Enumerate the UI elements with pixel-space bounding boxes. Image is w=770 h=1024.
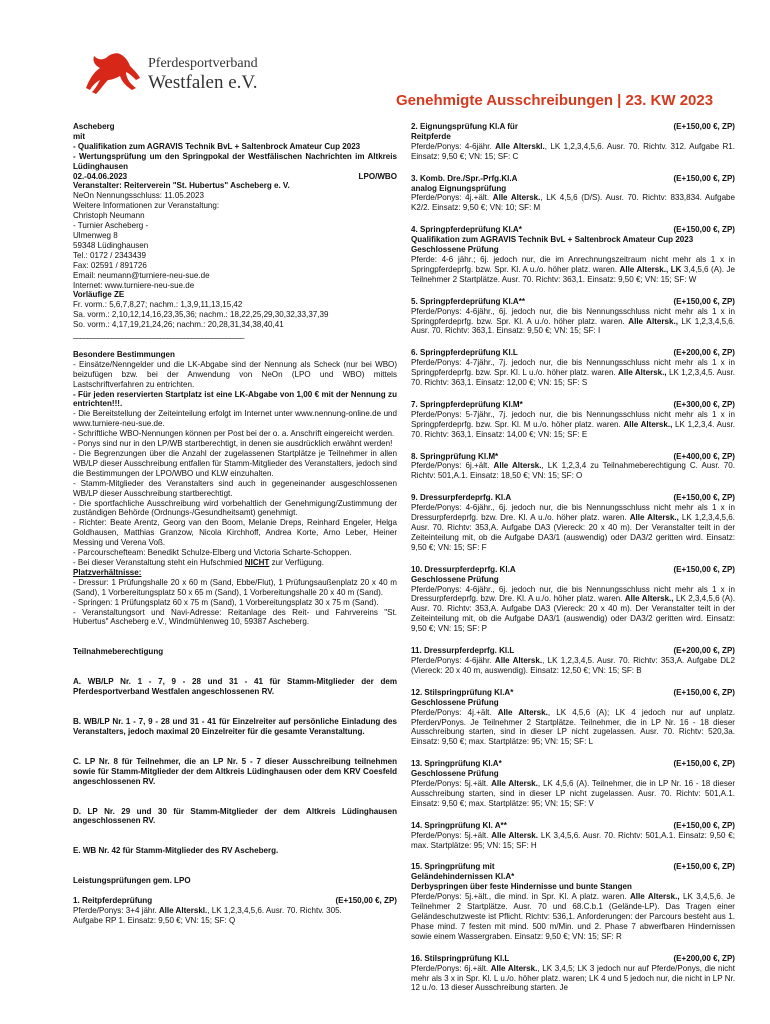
entry-body — [411, 708, 735, 748]
page-title: Genehmigte Ausschreibungen | 23. KW 2023 — [396, 92, 714, 109]
info-line: 59348 Lüdinghausen — [73, 240, 149, 250]
entry-body — [411, 193, 735, 213]
entry-bold: Alle Altersk. — [492, 193, 541, 203]
entry-body — [411, 410, 735, 440]
entry-bold: Alle Altersk. — [497, 707, 548, 717]
entry-text: , LK 1,2,3,4,5,6. Ausr. 70. Richtv. 312. Aufgabe R1. Einsatz: 9,50 €; VN: 15; SF: C — [411, 141, 735, 161]
special-item: - Die Begrenzungen über die Anzahl der zugelassenen Startplätze je Teilnehmer in allen WB/LP dieser Ausschreibung entfallen für Stamm-Mitglieder des Veranstalters, jedoch sind die Bestimmungen der LPO/WBO und KLW einzuhalten. — [73, 449, 397, 478]
entry-bold: Alle Altersk. — [491, 830, 539, 840]
prelim-heading: Vorläufige ZE — [73, 290, 125, 300]
entry-subtitle: Geländehindernissen Kl.A* — [411, 872, 515, 882]
entry-title: 11. Dressurpferdeprfg. Kl.L — [411, 646, 515, 656]
qualification-1: - Qualifikation zum AGRAVIS Technik BvL + Saltenbrock Amateur Cup 2023 — [73, 141, 361, 151]
entry-title: 8. Springprüfung Kl.M* — [411, 451, 499, 461]
entry-text: Pferde/Ponys: 6j.+ält. — [411, 461, 490, 471]
entry-title: 15. Springprüfung mit — [411, 862, 495, 872]
entry-title-row — [411, 759, 735, 769]
entry-text: Pferde/Ponys: 4-6jähr., 6j. jedoch nur, die bis Nennungsschluss nicht mehr als 1 x in Dressurpferdeprfg. bzw. Dre. Kl. A u./o. höher platz. waren. — [411, 584, 735, 604]
special-item-text: zur Verfügung. — [269, 557, 324, 567]
entry-text: LK 3,4,5,6. Je Teilnehmer 2 Startplätze. Ausr. 70 und 68.C.b.1 (Gelände-LP). Das Tragen einer Geländeschutzweste ist Pflicht. Richtv: 536,1. Anforderungen: der Parcours besteht aus 1. Phase mind. 7 festen mit mind. 500 m/Min. und 2. Phase 7 abwerfbaren Hindernissen sowie einem Wassergraben. Einsatz: 9,50 €; VN: 15; SF: R — [411, 892, 735, 941]
entry-body — [411, 656, 735, 676]
entry-body: Aufgabe RP 1. Einsatz: 9,50 €; VN: 15; SF: Q — [73, 916, 236, 925]
entry-text: , LK 1,2,3,4,5,6. Ausr. 70. Richtv. 305. — [207, 906, 342, 916]
entry-text: LK 2,3,4,5,6 (A). Ausr. 70. Richtv: 353,A. Aufgabe DA3 (Viereck: 20 x 40 m). Der Veranstalter teilt in der Zeiteinteilung mit, ob die Aufgabe DA3/1 (auswendig) oder DA3/2 geritten wird. Einsatz: 9,50 €; VN: 15; SF: P — [411, 594, 735, 634]
entry-title-row — [411, 348, 735, 358]
participation-item: D. LP Nr. 29 und 30 für Stamm-Mitglieder der dem Altkreis Lüdinghausen angeschlossenen RV. — [73, 806, 397, 826]
entry-title: 6. Springpferdeprüfung Kl.L — [411, 348, 518, 358]
special-item: - Einsätze/Nenngelder und die LK-Abgabe sind der Nennung als Scheck (nur bei WBO) beizufügen bzw. bei der Anwendung von NeOn (LPO und WBO) mittels Lastschriftverfahren zu entrichten. — [73, 359, 397, 389]
lp-entry — [411, 122, 735, 162]
entry-title-row — [411, 174, 735, 184]
separator-line: _________________________________________________ — [73, 330, 244, 340]
entry-text: , LK 1,2,3,4 zu Teilnahmeberechtigung C. Ausr. 70. Richtv: 501,A.1. Einsatz: 18,50 €; VN: 15; SF: O — [411, 461, 735, 481]
entry-title-row — [411, 225, 735, 235]
entry-subtitle: Reitpferde — [411, 131, 451, 141]
prelim-line: Fr. vorm.: 5,6,7,8,27; nachm.: 1,3,9,11,13,15,42 — [73, 300, 243, 310]
special-item — [73, 558, 397, 568]
special-item: - Für jeden reservierten Startplatz ist eine LK-Abgabe von 1,00 € mit der Nennung zu entrichten!!!. — [73, 389, 397, 409]
entry-title-row — [411, 452, 735, 462]
entry-text: , LK 3,4,5; LK 3 jedoch nur auf Pferde/Ponys, die nicht mehr als 3 x in Spr. Kl. L u./o. höher platz. waren; LK 4 und 5 jedoch nur, die nicht in LP Nr. 12 u./o. 13 dieser Ausschreibung starten. Je — [411, 963, 735, 993]
entry-title: 3. Komb. Dre./Spr.-Prfg.Kl.A — [411, 173, 518, 183]
entry-fee: (E+200,00 €, ZP) — [673, 646, 735, 656]
entry-text: Pferde/Ponys: 5j.+ält. — [411, 830, 489, 840]
entry-title: 2. Eignungsprüfung Kl.A für — [411, 122, 518, 131]
entry-bold: Alle Alterskl. — [156, 906, 208, 916]
entry-fee: (E+150,00 €, ZP) — [673, 493, 735, 503]
entry-fee: (E+150,00 €, ZP) — [335, 896, 397, 906]
entry-subtitle: Geschlossene Prüfung — [411, 245, 499, 255]
special-item: - Parcourschefteam: Benedikt Schulze-Elberg und Victoria Scharte-Schoppen. — [73, 548, 352, 558]
entry-subtitle: analog Eignungsprüfung — [411, 183, 507, 193]
entry-fee: (E+200,00 €, ZP) — [673, 953, 735, 963]
lp-entry — [411, 688, 735, 747]
entry-fee: (E+300,00 €, ZP) — [673, 399, 735, 409]
info-website[interactable]: Internet: www.turniere-neu-sue.de — [73, 280, 195, 290]
qualification-2: - Wertungsprüfung um den Springpokal der Westfälischen Nachrichten im Altkreis Lüdinghausen — [73, 151, 397, 171]
lp-entry — [411, 862, 735, 941]
entry-bold: Alle Altersk. — [494, 655, 543, 665]
venue-item: - Springen: 1 Prüfungsplatz 60 x 75 m (Sand), 1 Vorbereitungsplatz 30 x 75 m (Sand). — [73, 597, 379, 607]
entry-text: Pferde/Ponys: 4-6jähr., 6j. jedoch nur, die bis Nennungsschluss nicht mehr als 1 x in Dressurpferdeprfg. bzw. Dre. Kl. A u./o. höher platz. waren. — [411, 503, 735, 523]
special-item: - Richter: Beate Arentz, Georg van den Boom, Melanie Dreps, Reinhard Engeler, Helga Goldhausen, Matthias Granzow, Nicola Kirchhoff, Andrea Korte, Arno Leber, Heiner Messing und Verena Voß. — [73, 518, 397, 548]
prelim-line: So. vorm.: 4,17,19,21,24,26; nachm.: 20,28,31,34,38,40,41 — [73, 320, 284, 330]
org-name-line1: Pferdesportverband — [148, 56, 258, 71]
entry-bold: Alle Altersk. — [493, 461, 542, 471]
entry-title-row — [411, 565, 735, 575]
info-line: - Turnier Ascheberg - — [73, 221, 149, 231]
entry-text: Pferde/Ponys: 4-6jähr. — [411, 141, 492, 151]
info-line: Weitere Informationen zur Veranstaltung: — [73, 201, 220, 211]
entry-bold: Alle Alterskl. — [495, 141, 545, 151]
entry-title-row — [411, 297, 735, 307]
entry-text: Pferde/Ponys: 5-7jähr., 7j. jedoch nur, die bis Nennungsschluss nicht mehr als 1 x in Springpferdeprfg. bzw. Spr. Kl. M u./o. höher platz. waren. — [411, 409, 735, 429]
entry-text: , LK 4,5,6 (D/S). Ausr. 70. Richtv: 833,834. Aufgabe K2/2. Einsatz: 9,50 €; VN: 10; SF: M — [411, 193, 735, 213]
lp-entry — [411, 174, 735, 214]
entry-text: , LK 1,2,3,4,5. Ausr. 70. Richtv: 353,A. Aufgabe DL2 (Viereck: 20 x 40 m, auswendig). Einsatz: 12,50 €; VN: 15; SF: B — [411, 655, 735, 675]
entry-text: LK 1,2,3,4,5. Ausr. 70. Richtv: 363,1. Einsatz: 12,00 €; VN: 15; SF: S — [411, 368, 735, 388]
lp-entry — [411, 400, 735, 440]
entry-text: Pferde/Ponys: 4j.+ält. — [411, 707, 492, 717]
entry-text: 3,4,5,6 (A). Je Teilnehmer 2 Startplätze. Ausr. 70. Richtv: 363,1. Einsatz: 9,50 €; VN: 15; SF: W — [411, 264, 735, 284]
entry-text: LK 1,2,3,4,5,6. Ausr. 70. Richtv: 353,A. Aufgabe DA3 (Viereck: 20 x 40 m). Der Veranstalter teilt in der Zeiteinteilung mit, ob die Aufgabe DA3/1 (auswendig) oder DA3/2 geritten wird. Einsatz: 9,50 €; VN: 15; SF: F — [411, 513, 735, 552]
entry-title-row — [411, 862, 735, 872]
info-line: Christoph Neumann — [73, 211, 145, 221]
lp-entry — [411, 759, 735, 809]
entry-fee: (E+150,00 €, ZP) — [673, 759, 735, 769]
organizer: Veranstalter: Reiterverein "St. Hubertus" Ascheberg e. V. — [73, 181, 290, 191]
entry-title-row — [73, 896, 397, 906]
info-line: Ulmenweg 8 — [73, 230, 118, 240]
entry-body — [411, 307, 735, 337]
info-line: Tel.: 0172 / 2343439 — [73, 250, 146, 260]
lp-entry — [411, 493, 735, 552]
entry-fee: (E+400,00 €, ZP) — [673, 451, 735, 461]
entry-body — [411, 142, 735, 162]
entry-subtitle: Geschlossene Prüfung — [411, 769, 499, 779]
org-name-line2: Westfalen e.V. — [148, 72, 258, 93]
entry-fee: (E+150,00 €, ZP) — [673, 122, 735, 131]
entry-title: 9. Dressurpferdeprfg. Kl.A — [411, 493, 512, 503]
right-column — [411, 122, 735, 1005]
entry-bold: Alle Altersk. — [490, 963, 538, 973]
entry-text: Pferde/Ponys: 4-6jähr., 6j. jedoch nur, die bis Nennungsschluss nicht mehr als 1 x in Springpferdeprfg. bzw. Spr. Kl. A u./o. höher platz. waren. — [411, 306, 735, 326]
entry-title-row — [411, 122, 735, 132]
entry-text: LK 1,2,3,4. Ausr. 70. Richtv: 363,1. Einsatz: 14,00 €; VN: 15; SF: E — [411, 419, 735, 439]
special-item: - Die Bereitstellung der Zeiteinteilung erfolgt im Internet unter www.nennung-online.de und www.turniere-neu-sue.de. — [73, 409, 397, 429]
lp-entry — [411, 821, 735, 851]
prelim-line: Sa. vorm.: 2,10,12,14,16,23,35,36; nachm.: 18,22,25,29,30,32,33,37,39 — [73, 310, 329, 320]
entry-fee: (E+150,00 €, ZP) — [673, 564, 735, 574]
entry-title-row — [411, 400, 735, 410]
lp-entry — [411, 348, 735, 388]
entry-text: Pferde/Ponys: 4j.+ält. — [411, 193, 490, 203]
entry-subtitle: Geschlossene Prüfung — [411, 574, 499, 584]
entry-text: LK 1,2,3,4,5,6. Ausr. 70. Richtv: 363,1. Einsatz: 9,50 €; VN: 15; SF: I — [411, 316, 735, 336]
entry-title-row — [411, 493, 735, 503]
entry-bold: Alle Altersk., — [629, 892, 680, 902]
entry-title: 4. Springpferdeprüfung Kl.A* — [411, 225, 522, 235]
entry-fee: (E+200,00 €, ZP) — [673, 348, 735, 358]
special-item-emphasis: NICHT — [244, 557, 270, 567]
entry-body — [411, 831, 735, 851]
entry-fee: (E+150,00 €, ZP) — [673, 225, 735, 235]
entry-text: Pferde/Ponys: 3+4 jähr. — [73, 906, 157, 916]
entry-title: 13. Springprüfung Kl.A* — [411, 759, 502, 769]
entry-text: , LK 4,5,6 (A); LK 4 jedoch nur auf unplatz. Pferden/Ponys. Je Teilnehmer 2 Startplätze. Teilnehmer, die in LP Nr. 16 - 18 dieser Ausschreibung starten, sind in dieser LP nicht zugelassen. Ausr. 70. Richtv: 520,3a. Einsatz: 9,50 €; max. Startplätze: 95; VN: 15; SF: L — [411, 707, 735, 747]
lp-entry — [411, 452, 735, 482]
entry-body — [411, 503, 735, 553]
entry-bold: Alle Altersk., — [623, 419, 673, 429]
entry-bold: Alle Altersk., — [624, 594, 674, 604]
info-email[interactable]: Email: neumann@turniere-neu-sue.de — [73, 270, 210, 280]
entry-body — [411, 255, 735, 285]
participation-item: E. WB Nr. 42 für Stamm-Mitglieder des RV Ascheberg. — [73, 846, 279, 856]
participation-heading: Teilnahmeberechtigung — [73, 647, 164, 657]
special-item: - Schriftliche WBO-Nennungen können per Post bei der o. a. Anschrift eingereicht werden. — [73, 429, 395, 439]
entry-body — [411, 585, 735, 635]
event-mit: mit — [73, 131, 86, 141]
entry-title-row — [411, 688, 735, 698]
info-line: Fax: 02591 / 891726 — [73, 260, 147, 270]
entry-title: 10. Dressurpferdeprfg. Kl.A — [411, 564, 516, 574]
entry-title-row — [411, 821, 735, 831]
special-item: - Die sportfachliche Ausschreibung wird vorbehaltlich der Genehmigung/Zustimmung der zuständigen Behörde (Ordnungs-/Gesundheitsamt) genehmigt. — [73, 498, 397, 518]
entry-subtitle: Derbyspringen über feste Hindernisse und bunte Stangen — [411, 882, 632, 892]
lp-entry — [411, 565, 735, 634]
info-line: NeOn Nennungsschluss: 11.05.2023 — [73, 191, 204, 201]
entry-title-row — [411, 646, 735, 656]
entry-body — [73, 906, 397, 916]
lp-entry — [411, 646, 735, 676]
entry-bold: Alle Altersk., — [618, 368, 667, 378]
entry-text: Pferde/Ponys: 6j.+ält. — [411, 963, 489, 973]
event-date-row — [73, 172, 397, 182]
entry-title: 5. Springpferdeprüfung Kl.A** — [411, 296, 526, 306]
entry-text: Pferde: 4-6 jähr.; 6j. jedoch nur, die im Anrechnungszeitraum nicht mehr als 1 x in Springpferdeprfg. bzw. Spr. Kl. A u./o. höher platz. waren. — [411, 254, 735, 274]
special-item: - Stamm-Mitglieder des Veranstalters sind auch in gegeneinander ausgeschlossenen WB/LP dieser Ausschreibung startberechtigt. — [73, 478, 397, 498]
entry-title: 14. Springprüfung Kl. A** — [411, 820, 507, 830]
entry-fee: (E+150,00 €, ZP) — [673, 862, 735, 872]
entry-fee: (E+150,00 €, ZP) — [673, 296, 735, 306]
entry-body — [411, 779, 735, 809]
lp-heading: Leistungsprüfungen gem. LPO — [73, 876, 191, 886]
participation-item: A. WB/LP Nr. 1 - 7, 9 - 28 und 31 - 41 für Stamm-Mitglieder der dem Pferdesportverband Westfalen angeschlossenen RV. — [73, 677, 397, 697]
entry-fee: (E+150,00 €, ZP) — [673, 173, 735, 183]
lp-entry — [411, 954, 735, 994]
entry-fee: (E+150,00 €, ZP) — [673, 687, 735, 697]
entry-bold: Alle Altersk. — [491, 779, 538, 789]
entry-body — [411, 964, 735, 994]
venue-heading: Platzverhältnisse: — [73, 567, 142, 577]
participation-item: C. LP Nr. 8 für Teilnehmer, die an LP Nr. 5 - 7 dieser Ausschreibung teilnehmen sowie für Stamm-Mitglieder der dem Altkreis Lüdinghausen oder dem KRV Coesfeld angeschlossenen RV. — [73, 756, 397, 786]
venue-item: - Dressur: 1 Prüfungshalle 20 x 60 m (Sand, Ebbe/Flut), 1 Prüfungsaußenplatz 20 x 40 m (Sand), 1 Vorbereitungsplatz 50 x 65 m (Sand), 1 Vorbereitungshalle 20 x 40 m (Sand). — [73, 577, 397, 597]
special-heading: Besondere Bestimmungen — [73, 349, 175, 359]
entry-title-row — [411, 954, 735, 964]
special-item-text: - Bei dieser Veranstaltung steht ein Hufschmied — [73, 557, 245, 567]
entry-body — [411, 358, 735, 388]
entry-text: Pferde/Ponys: 4-6jähr. — [411, 655, 492, 665]
special-item: - Ponys sind nur in den LP/WB startberechtigt, in denen sie ausdrücklich erwähnt werden! — [73, 439, 393, 449]
entry-title: 12. Stilspringprüfung Kl.A* — [411, 687, 514, 697]
event-place: Ascheberg — [73, 122, 115, 131]
entry-title: 7. Springpferdeprüfung Kl.M* — [411, 399, 523, 409]
venue-item: - Veranstaltungsort und Navi-Adresse: Reitanlage des Reit- und Fahrvereins "St. Hubertus" Ascheberg e.V., Windmühlenweg 10, 59387 Ascheberg. — [73, 607, 397, 627]
entry-text: LK 3,4,5,6. Ausr. 70. Richtv: 501,A.1. Einsatz: 9,50 €; max. Startplätze: 95; VN: 15; SF: H — [411, 830, 735, 850]
entry-fee: (E+150,00 €, ZP) — [673, 820, 735, 830]
entry-body — [411, 892, 735, 942]
entry-text: , LK 4,5,6 (A). Teilnehmer, die in LP Nr. 16 - 18 dieser Ausschreibung starten, sind in dieser LP nicht zugelassen. Ausr. 70. Richtv: 501,A.1. Einsatz: 9,50 €; max. Startplätze: 95; VN: 15; SF: V — [411, 779, 736, 808]
entry-subtitle: Qualifikation zum AGRAVIS Technik BvL + Saltenbrock Amateur Cup 2023 — [411, 235, 694, 245]
lp-entry — [411, 297, 735, 337]
entry-body — [411, 461, 735, 481]
entry-bold: Alle Altersk., LK — [619, 264, 682, 274]
left-column — [73, 122, 397, 926]
event-date: 02.-04.06.2023 — [73, 171, 128, 181]
entry-title: 1. Reitpferdeprüfung — [73, 896, 153, 906]
entry-subtitle: Geschlossene Prüfung — [411, 697, 499, 707]
participation-item: B. WB/LP Nr. 1 - 7, 9 - 28 und 31 - 41 für Einzelreiter auf persönliche Einladung des Veranstalters, jedoch maximal 20 Einzelreiter für die gesamte Veranstaltung. — [73, 717, 397, 736]
lp-entry — [411, 225, 735, 284]
entry-bold: Alle Altersk., — [629, 513, 679, 523]
entry-text: Pferde/Ponys: 5j.+ält. — [411, 779, 489, 789]
entry-title: 16. Stilspringprüfung Kl.L — [411, 953, 510, 963]
entry-text: Pferde/Ponys: 4-7jähr., 7j. jedoch nur, die bis Nennungsschluss nicht mehr als 1 x in Springpferdeprfg. bzw. Spr. Kl. L u./o. höher platz. waren. — [411, 358, 735, 378]
event-category: LPO/WBO — [358, 171, 397, 181]
entry-bold: Alle Altersk., — [628, 316, 678, 326]
entry-text: Pferde/Ponys: 5j.+ält., die mind. in Spr. Kl. A platz. waren. — [411, 892, 627, 902]
